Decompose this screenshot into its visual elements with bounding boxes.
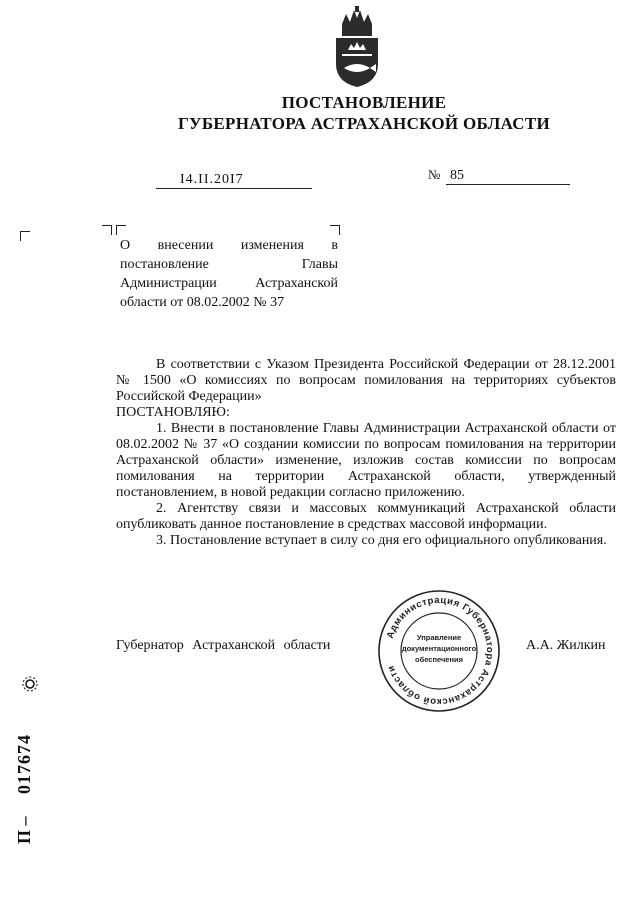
signatory-role: Губернатор Астраханской области xyxy=(116,638,331,653)
document-title: ПОСТАНОВЛЕНИЕ xyxy=(281,93,447,112)
astrakhan-coat-of-arms-icon xyxy=(328,6,386,88)
stamp-series: П – xyxy=(14,816,34,844)
corner-mark-subject-2 xyxy=(116,225,126,235)
official-seal xyxy=(376,588,502,714)
document-body xyxy=(116,357,616,549)
seal-center-line1: Управление xyxy=(416,633,462,642)
seal-ring-text: Администрация Губернатора Астраханской области xyxy=(384,594,496,708)
number-label: № xyxy=(428,167,441,182)
signatory-name: А.А. Жилкин xyxy=(526,638,606,653)
stamp-number: 017674 xyxy=(14,734,34,794)
side-serial-stamp xyxy=(0,668,46,848)
document-date: I4.II.20I7 xyxy=(156,172,312,189)
seal-center-line2: документационного xyxy=(401,644,477,653)
seal-center-line3: обеспечения xyxy=(414,655,464,664)
item-paragraph-2: 2. Агентству связи и массовых коммуникаций Астраханской области опубликовать данное постановление в средствах массовой информации. xyxy=(116,501,616,532)
corner-mark-left xyxy=(20,231,30,241)
preamble-paragraph: В соответствии с Указом Президента Российской Федерации от 28.12.2001 № 1500 «О комиссиях по вопросам помилования на территориях субъектов Российской Федерации» xyxy=(116,357,616,404)
item-paragraph-3: 3. Постановление вступает в силу со дня его официального опубликования. xyxy=(156,533,607,548)
resolve-heading: ПОСТАНОВЛЯЮ: xyxy=(116,405,230,420)
document-subject: О внесении изменения в постановление Главы Администрации Астраханской области от 08.02.2002 № 37 xyxy=(120,238,338,310)
item-paragraph-1: 1. Внести в постановление Главы Администрации Астраханской области от 08.02.2002 № 37 «О создании комиссии по вопросам помилования на территории Астраханской области» изменение, изложив состав комиссии по вопросам помилования на территории Астраханской области, утвержденный постановлением, в новой редакции согласно приложению. xyxy=(116,421,616,500)
issuer-title: ГУБЕРНАТОРА АСТРАХАНСКОЙ ОБЛАСТИ xyxy=(177,114,551,133)
stamp-ornament-icon xyxy=(23,677,37,691)
corner-mark-subject-1 xyxy=(102,225,112,235)
corner-mark-subject-3 xyxy=(330,225,340,235)
document-number xyxy=(446,168,570,185)
document-number-value: 85 xyxy=(450,168,464,183)
